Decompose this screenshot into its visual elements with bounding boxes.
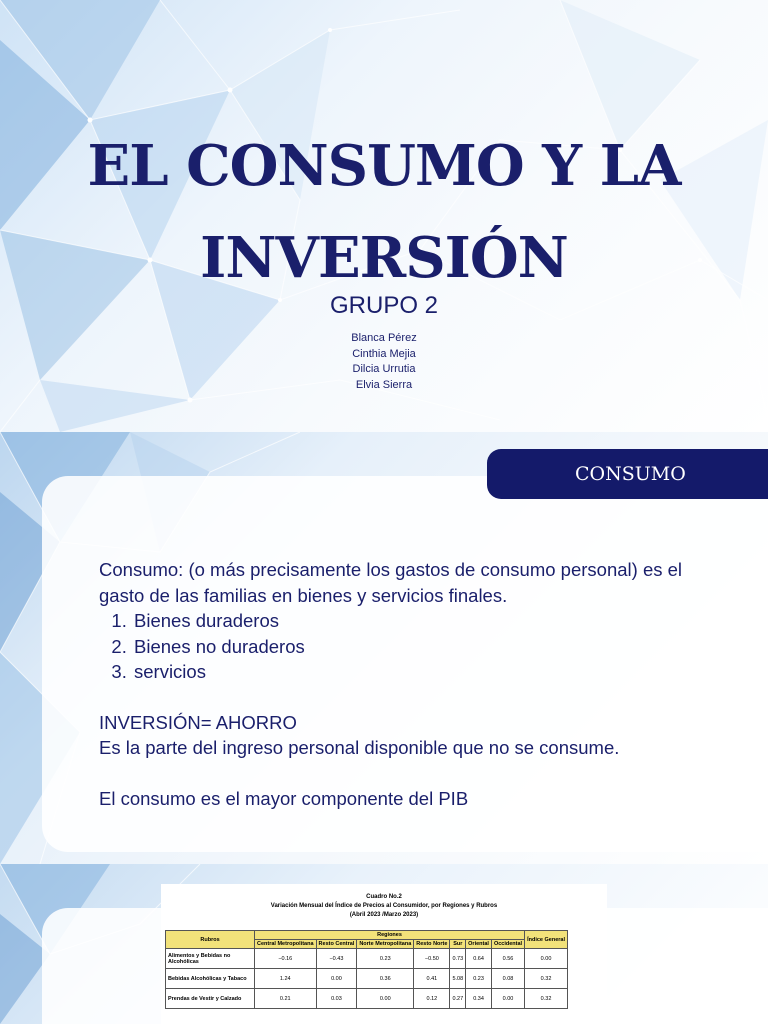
column-header: Oriental <box>466 940 492 949</box>
column-header: Sur <box>450 940 466 949</box>
table-period: (Abril 2023 /Marzo 2023) <box>349 912 419 918</box>
section-heading: CONSUMO <box>487 449 768 499</box>
list-item: 2. Bienes no duraderos <box>132 634 729 660</box>
table-row <box>166 949 568 969</box>
table-cell: 0.27 <box>450 989 466 1009</box>
title-line-2: INVERSIÓN <box>200 225 568 291</box>
table-cell: 0.64 <box>466 949 492 969</box>
column-header: Resto Norte <box>414 940 450 949</box>
table-cell: 0.36 <box>357 969 414 989</box>
member-name: Blanca Pérez <box>351 332 417 344</box>
table-cell: 0.73 <box>450 949 466 969</box>
column-header: Rubros <box>166 931 255 949</box>
table-cell: 0.00 <box>491 989 524 1009</box>
table-number: Cuadro No.2 <box>366 894 402 900</box>
table-cell: −0.43 <box>316 949 357 969</box>
column-header: Regiones <box>255 931 525 940</box>
closing-statement: El consumo es el mayor componente del PIB <box>99 787 469 809</box>
table-cell: 0.00 <box>316 969 357 989</box>
table-cell: Bebidas Alcohólicas y Tabaco <box>166 969 255 989</box>
group-subtitle: GRUPO 2 <box>329 292 439 319</box>
consumo-slide <box>0 432 768 864</box>
table-cell: 0.34 <box>466 989 492 1009</box>
table-cell: −0.16 <box>255 949 317 969</box>
table-cell: Prendas de Vestir y Calzado <box>166 989 255 1009</box>
list-item: 1. Bienes duraderos <box>132 608 729 634</box>
column-header: Índice General <box>525 931 568 949</box>
presentation-title <box>0 120 768 304</box>
list-item: 3. servicios <box>132 659 729 685</box>
table-cell: 0.56 <box>491 949 524 969</box>
consumo-definition: Consumo: (o más precisamente los gastos de consumo personal) es el gasto de las familias en bienes y servicios finales. <box>99 559 683 606</box>
table-cell: Alimentos y Bebidas no Alcohólicas <box>166 949 255 969</box>
member-name: Dilcia Urrutia <box>352 363 416 375</box>
table-title: Variación Mensual del Índice de Precios al Consumidor, por Regiones y Rubros <box>270 903 498 909</box>
table-cell: 0.23 <box>357 949 414 969</box>
table-cell: 0.32 <box>525 969 568 989</box>
table-cell: 0.41 <box>414 969 450 989</box>
table-caption <box>161 884 607 920</box>
column-header: Central Metropolitana <box>255 940 317 949</box>
table-cell: 0.08 <box>491 969 524 989</box>
inversion-title: INVERSIÓN= AHORRO <box>99 711 297 733</box>
table-cell: 1.24 <box>255 969 317 989</box>
table-cell: −0.50 <box>414 949 450 969</box>
inversion-definition: Es la parte del ingreso personal disponible que no se consume. <box>99 737 620 758</box>
column-header: Resto Central <box>316 940 357 949</box>
table-cell: 5.08 <box>450 969 466 989</box>
table-cell: 0.21 <box>255 989 317 1009</box>
member-name: Cinthia Mejia <box>352 347 416 360</box>
consumo-types-list <box>99 608 729 685</box>
table-cell: 0.03 <box>316 989 357 1009</box>
table-cell: 0.23 <box>466 969 492 989</box>
member-name: Elvia Sierra <box>355 378 413 391</box>
table-row <box>166 969 568 989</box>
cpi-table <box>165 930 568 1009</box>
title-slide <box>0 0 768 432</box>
table-cell: 0.00 <box>357 989 414 1009</box>
table-row <box>166 989 568 1009</box>
table-cell: 0.32 <box>525 989 568 1009</box>
column-header: Norte Metropolitana <box>357 940 414 949</box>
table-slide <box>0 864 768 1024</box>
member-list <box>0 331 768 393</box>
column-header: Occidental <box>491 940 524 949</box>
table-cell: 0.00 <box>525 949 568 969</box>
slide-body <box>99 557 729 811</box>
cpi-table-image <box>161 884 607 1024</box>
table-cell: 0.12 <box>414 989 450 1009</box>
title-line-1: EL CONSUMO Y LA <box>87 133 681 199</box>
